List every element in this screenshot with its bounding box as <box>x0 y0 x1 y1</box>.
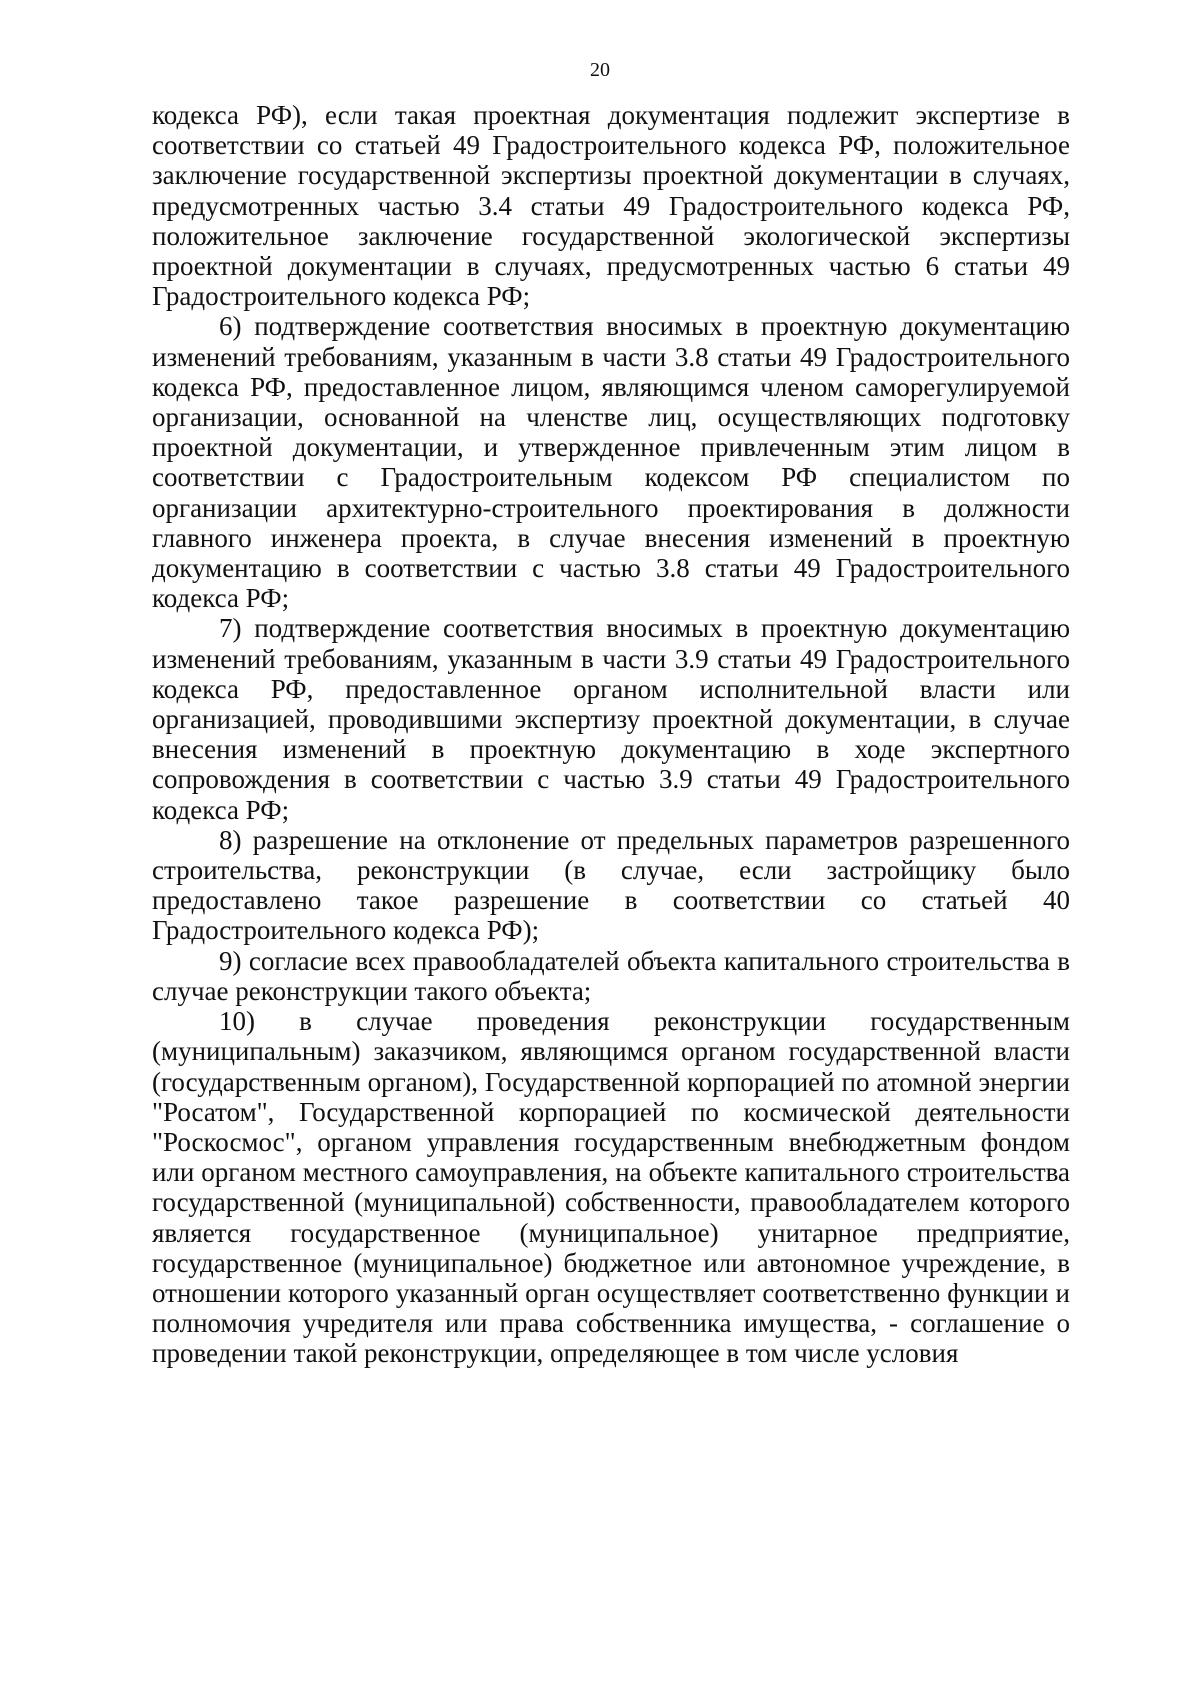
paragraph-item-8: 8) разрешение на отклонение от предельных параметров разрешенного строительства, реконструкции (в случае, если застройщику было предоставлено такое разрешение в соответствии со статьей 40 Градостроительного кодекса РФ); <box>152 824 1070 946</box>
paragraph-item-10: 10) в случае проведения реконструкции государственным (муниципальным) заказчиком, являющимся органом государственной власти (государственным органом), Государственной корпорацией по атомной энергии "Росатом", Государственной корпорацией по космической деятельности "Роскосмос", органом управления государственным внебюджетным фондом или органом местного самоуправления, на объекте капитального строительства государственной (муниципальной) собственности, правообладателем которого является государственное (муниципальное) унитарное предприятие, государственное (муниципальное) бюджетное или автономное учреждение, в отношении которого указанный орган осуществляет соответственно функции и полномочия учредителя или права собственника имущества, - соглашение о проведении такой реконструкции, определяющее в том числе условия <box>152 1006 1070 1369</box>
paragraph-continuation: кодекса РФ), если такая проектная документация подлежит экспертизе в соответствии со статьей 49 Градостроительного кодекса РФ, положительное заключение государственной экспертизы проектной документации в случаях, предусмотренных частью 3.4 статьи 49 Градостроительного кодекса РФ, положительное заключение государственной экологической экспертизы проектной документации в случаях, предусмотренных частью 6 статьи 49 Градостроительного кодекса РФ; <box>152 100 1070 312</box>
paragraph-item-9: 9) согласие всех правообладателей объекта капитального строительства в случае реконструкции такого объекта; <box>152 945 1070 1006</box>
paragraph-item-7: 7) подтверждение соответствия вносимых в проектную документацию изменений требованиям, указанным в части 3.9 статьи 49 Градостроительного кодекса РФ, предоставленное органом исполнительной власти или организацией, проводившими экспертизу проектной документации, в случае внесения изменений в проектную документацию в ходе экспертного сопровождения в соответствии с частью 3.9 статьи 49 Градостроительного кодекса РФ; <box>152 613 1070 825</box>
page-number: 20 <box>590 59 610 81</box>
document-body <box>152 100 1070 1369</box>
paragraph-item-6: 6) подтверждение соответствия вносимых в проектную документацию изменений требованиям, указанным в части 3.8 статьи 49 Градостроительного кодекса РФ, предоставленное лицом, являющимся членом саморегулируемой организации, основанной на членстве лиц, осуществляющих подготовку проектной документации, и утвержденное привлеченным этим лицом в соответствии с Градостроительным кодексом РФ специалистом по организации архитектурно-строительного проектирования в должности главного инженера проекта, в случае внесения изменений в проектную документацию в соответствии с частью 3.8 статьи 49 Градостроительного кодекса РФ; <box>152 311 1070 614</box>
